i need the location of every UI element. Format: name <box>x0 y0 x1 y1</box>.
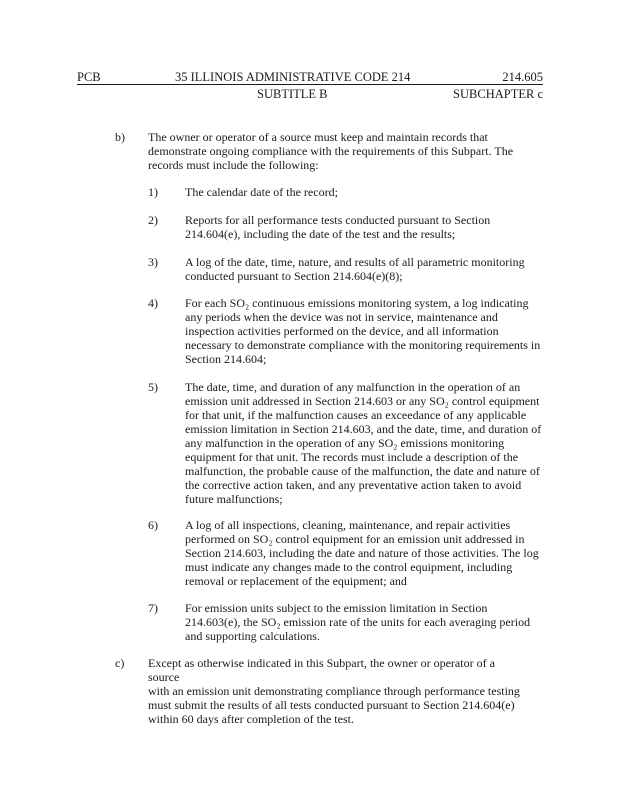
item-line: Section 214.604; <box>185 352 267 366</box>
item-6-text <box>185 518 543 588</box>
item-3-text <box>185 255 543 283</box>
item-line: for that unit, if the malfunction causes an exceedance of any applicable <box>185 408 527 422</box>
item-3-number: 3) <box>148 255 158 269</box>
item-line: equipment for that unit. The records must include a description of the <box>185 450 519 464</box>
item-line: For emission units subject to the emission limitation in Section <box>185 601 488 615</box>
item-line: For each SO₂ continuous emissions monitoring system, a log indicating <box>185 296 529 310</box>
paragraph-c-label: c) <box>115 656 125 670</box>
page-header <box>77 69 543 85</box>
header-agency: PCB <box>77 70 101 84</box>
item-5-text <box>185 380 543 506</box>
item-4-text <box>185 296 543 366</box>
item-1-text <box>185 185 543 199</box>
item-7-text <box>185 601 543 643</box>
item-line: the corrective action taken, and any preventative action taken to avoid <box>185 478 522 492</box>
item-4-number: 4) <box>148 296 158 310</box>
paragraph-c-line: within 60 days after completion of the test. <box>148 712 354 726</box>
item-line: malfunction, the probable cause of the malfunction, the date and nature of <box>185 464 540 478</box>
item-2-number: 2) <box>148 213 158 227</box>
item-7-number: 7) <box>148 601 158 615</box>
page-subheader <box>77 86 543 102</box>
item-6-number: 6) <box>148 518 158 532</box>
item-line: Reports for all performance tests conducted pursuant to Section <box>185 213 491 227</box>
header-code-title: 35 ILLINOIS ADMINISTRATIVE CODE 214 <box>175 70 411 84</box>
paragraph-b-line: The owner or operator of a source must keep and maintain records that <box>148 130 488 144</box>
paragraph-b-intro <box>148 130 528 172</box>
item-line: any malfunction in the operation of any SO₂ emissions monitoring <box>185 436 505 450</box>
item-line: emission unit addressed in Section 214.603 or any SO₂ control equipment <box>185 394 540 408</box>
paragraph-c-line: with an emission unit demonstrating compliance through performance testing <box>148 684 520 698</box>
paragraph-c-line: Except as otherwise indicated in this Subpart, the owner or operator of a source <box>148 656 495 684</box>
header-subtitle: SUBTITLE B <box>257 87 328 101</box>
item-line: Section 214.603, including the date and nature of those activities. The log <box>185 546 539 560</box>
paragraph-c <box>148 656 528 726</box>
item-line: A log of the date, time, nature, and results of all parametric monitoring <box>185 255 525 269</box>
item-line: 214.604(e), including the date of the test and the results; <box>185 227 456 241</box>
item-line: performed on SO₂ control equipment for an emission unit addressed in <box>185 532 525 546</box>
paragraph-b-label: b) <box>115 130 125 144</box>
item-2-text <box>185 213 543 241</box>
item-line: conducted pursuant to Section 214.604(e)(8); <box>185 269 403 283</box>
header-subchapter: SUBCHAPTER c <box>453 87 543 101</box>
item-line: The date, time, and duration of any malfunction in the operation of an <box>185 380 521 394</box>
item-line: and supporting calculations. <box>185 629 320 643</box>
header-rule <box>77 84 543 85</box>
item-line: any periods when the device was not in service, maintenance and <box>185 310 498 324</box>
item-line: inspection activities performed on the device, and all information <box>185 324 499 338</box>
item-line: removal or replacement of the equipment; and <box>185 574 407 588</box>
item-line: A log of all inspections, cleaning, maintenance, and repair activities <box>185 518 511 532</box>
item-line: future malfunctions; <box>185 492 283 506</box>
item-line: 214.603(e), the SO₂ emission rate of the units for each averaging period <box>185 615 531 629</box>
item-1-number: 1) <box>148 185 158 199</box>
item-line: The calendar date of the record; <box>185 185 338 199</box>
paragraph-c-line: must submit the results of all tests conducted pursuant to Section 214.604(e) <box>148 698 515 712</box>
item-line: necessary to demonstrate compliance with the monitoring requirements in <box>185 338 541 352</box>
paragraph-b-line: records must include the following: <box>148 158 319 172</box>
item-5-number: 5) <box>148 380 158 394</box>
item-line: must indicate any changes made to the control equipment, including <box>185 560 513 574</box>
paragraph-b-line: demonstrate ongoing compliance with the requirements of this Subpart. The <box>148 144 514 158</box>
header-section-number: 214.605 <box>502 70 543 84</box>
item-line: emission limitation in Section 214.603, and the date, time, and duration of <box>185 422 542 436</box>
